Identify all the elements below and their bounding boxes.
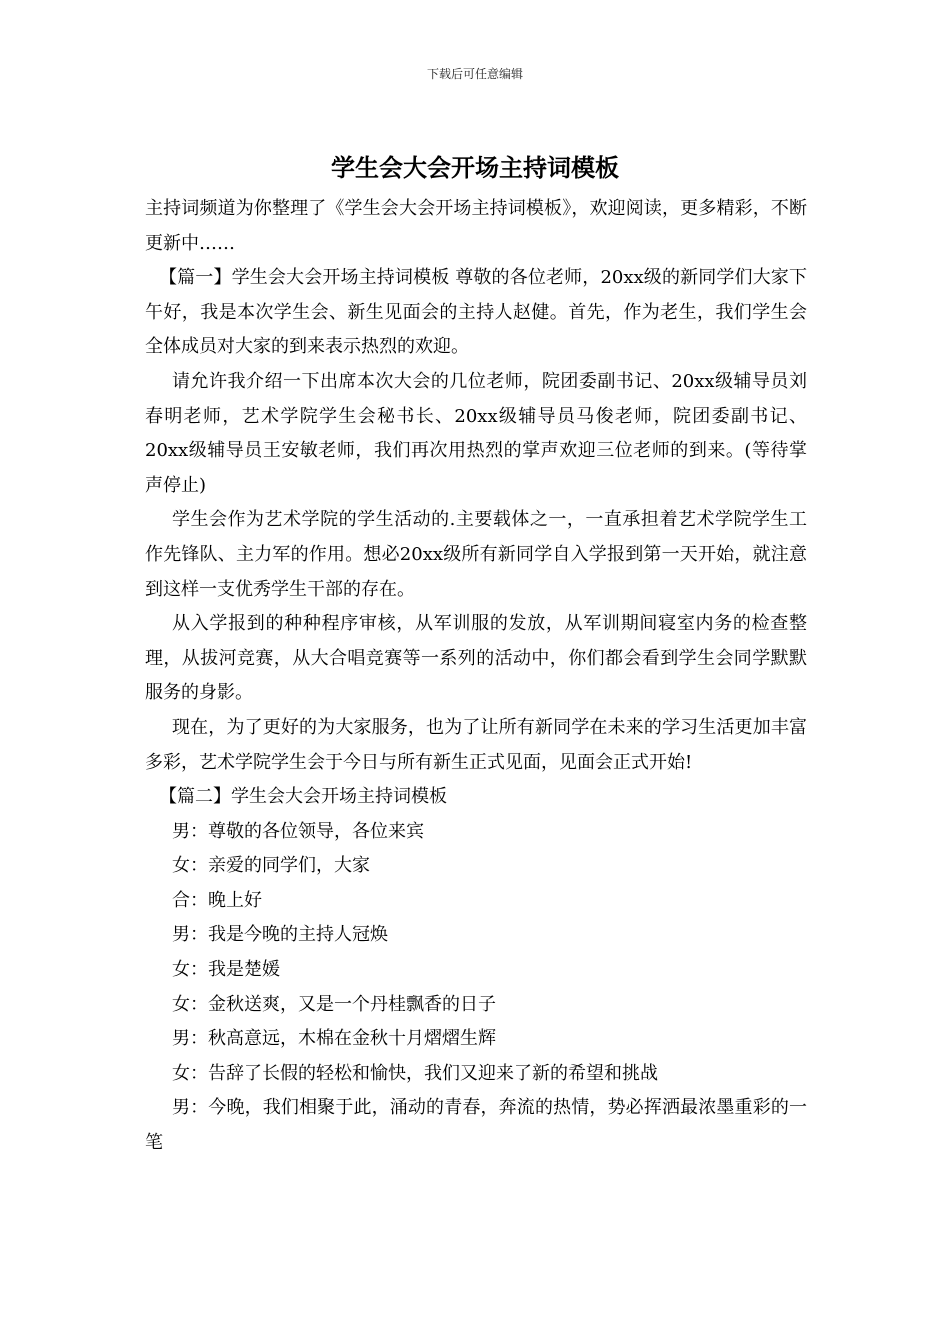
dialogue-line: 男：今晚，我们相聚于此，涌动的青春，奔流的热情，势必挥洒最浓墨重彩的一笔 [145, 1097, 807, 1154]
service-activities-paragraph: 从入学报到的种种程序审核，从军训服的发放，从军训期间寝室内务的检查整理，从拔河竞赛，从大合唱竞赛等一系列的活动中，你们都会看到学生会同学默默服务的身影。 [145, 613, 807, 704]
dialogue-line: 男：尊敬的各位领导，各位来宾 [172, 820, 424, 842]
dialogue-line: 合：晚上好 [172, 889, 262, 911]
dialogue-line: 女：亲爱的同学们，大家 [172, 855, 370, 877]
section-one-opening-paragraph: 【篇一】学生会大会开场主持词模板 尊敬的各位老师，20xx级的新同学们大家下午好，我是本次学生会、新生见面会的主持人赵健。首先，作为老生，我们学生会全体成员对大家的到来表示热烈的欢迎。 [145, 267, 807, 358]
dialogue-line: 男：我是今晚的主持人冠焕 [172, 924, 388, 946]
page-header-note: 下载后可任意编辑 [426, 67, 523, 81]
document-title: 学生会大会开场主持词模板 [331, 153, 619, 182]
teacher-introduction-paragraph: 请允许我介绍一下出席本次大会的几位老师，院团委副书记、20xx级辅导员刘春明老师，艺术学院学生会秘书长、20xx级辅导员马俊老师，院团委副书记、20xx级辅导员王安敏老师，我们再次用热烈的掌声欢迎三位老师的到来。(等待掌声停止) [145, 370, 807, 496]
document-body [145, 192, 807, 1161]
dialogue-line: 男：秋高意远，木棉在金秋十月熠熠生辉 [172, 1028, 496, 1050]
dialogue-line: 女：告辞了长假的轻松和愉快，我们又迎来了新的希望和挑战 [172, 1062, 658, 1084]
intro-paragraph: 主持词频道为你整理了《学生会大会开场主持词模板》，欢迎阅读，更多精彩，不断更新中…… [145, 198, 807, 254]
section-two-heading: 【篇二】学生会大会开场主持词模板 [159, 786, 447, 808]
meeting-start-paragraph: 现在，为了更好的为大家服务，也为了让所有新同学在未来的学习生活更加丰富多彩，艺术学院学生会于今日与所有新生正式见面，见面会正式开始! [145, 716, 807, 773]
student-union-role-paragraph: 学生会作为艺术学院的学生活动的.主要载体之一，一直承担着艺术学院学生工作先锋队、主力军的作用。想必20xx级所有新同学自入学报到第一天开始，就注意到这样一支优秀学生干部的存在。 [145, 509, 807, 600]
dialogue-line: 女：我是楚媛 [172, 959, 280, 981]
dialogue-line: 女：金秋送爽，又是一个丹桂飘香的日子 [172, 993, 496, 1015]
